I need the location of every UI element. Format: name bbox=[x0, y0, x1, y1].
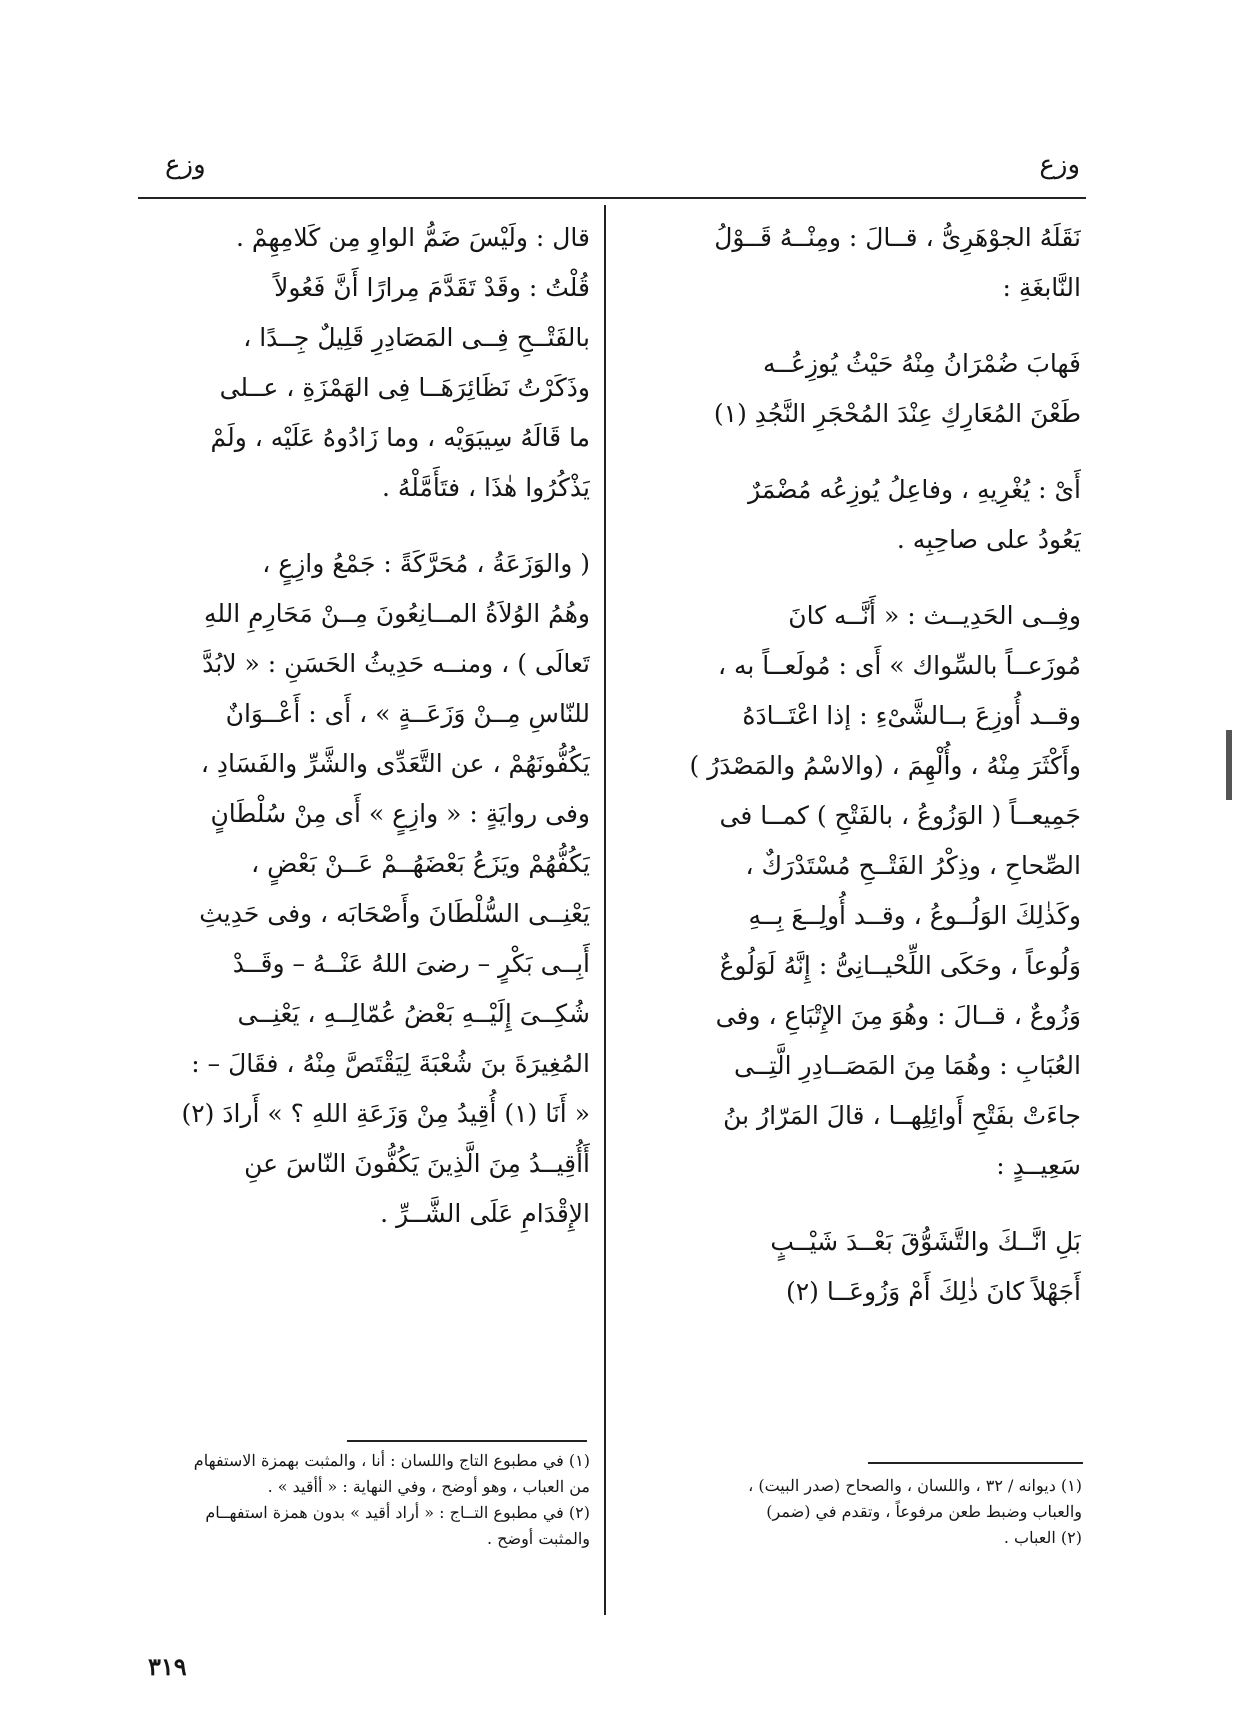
text-line: يَعُودُ على صاحِبِه . bbox=[896, 525, 1081, 554]
text-line: وَلُوعاً ، وحَكَى اللِّحْيــانِىُّ : إِنَّهُ لَوَلُوعٌ bbox=[719, 951, 1081, 980]
text-line: النَّابغَةِ : bbox=[1002, 273, 1081, 302]
text-line: وأَكْثَرَ مِنْهُ ، وأُلْهِمَ ، (والاسْمُ والمَصْدَرُ ) bbox=[689, 751, 1081, 780]
footnote-line: والمثبت أوضح . bbox=[486, 1529, 590, 1548]
text-line: وهُمُ الوُلاَةُ المــانِعُونَ مِــنْ مَحَارِمِ اللهِ bbox=[203, 599, 590, 628]
text-line: يَذْكُرُوا هٰذَا ، فتَأَمَّلْهُ . bbox=[381, 473, 590, 502]
text-line: أَبِــى بَكْرٍ – رضىَ اللهُ عَنْــهُ – وقَــدْ bbox=[232, 949, 590, 978]
column-divider bbox=[604, 205, 606, 1615]
paragraph-gap bbox=[626, 439, 1081, 465]
header-rule bbox=[138, 197, 1086, 199]
text-line: المُغِيرَةَ بنَ شُعْبَةَ لِيَقْتَصَّ مِنْهُ ، فقَالَ – : bbox=[191, 1049, 590, 1078]
footnote-line: (١) ديوانه / ٣٢ ، واللسان ، والصحاح (صدر البيت) ، bbox=[748, 1476, 1082, 1495]
text-line: أَىْ : يُغْرِيهِ ، وفاعِلُ يُوزِعُه مُضْمَرٌ bbox=[748, 475, 1081, 504]
text-line: أَجَهْلاً كانَ ذٰلِكَ أَمْ وَزُوعَــا (٢) bbox=[785, 1277, 1081, 1306]
text-line: طَعْنَ المُعَارِكِ عِنْدَ المُحْجَرِ النَّجُدِ (١) bbox=[713, 399, 1081, 428]
text-line: بالفَتْــحِ فِــى المَصَادِرِ قَلِيلٌ جِــدًا ، bbox=[243, 323, 590, 352]
text-line: يَعْنِــى السُّلْطَانَ وأَصْحَابَه ، وفى حَدِيثِ bbox=[199, 899, 590, 928]
text-line: للنّاسِ مِــنْ وَزَعَــةٍ » ، أَى : أَعْــوَانٌ bbox=[225, 699, 590, 728]
paragraph-gap bbox=[626, 1191, 1081, 1217]
text-line: الصِّحاحِ ، وذِكْرُ الفَتْــحِ مُسْتَدْرَكٌ ، bbox=[745, 851, 1081, 880]
paragraph-gap bbox=[140, 513, 590, 539]
text-line: وذَكَرْتُ نَظَائِرَهَــا فِى الهَمْزَةِ ، عــلى bbox=[219, 373, 590, 402]
text-line: مُوزَعــاً بالسِّواك » أَى : مُولَعــاً به ، bbox=[717, 651, 1081, 680]
text-line: جاءَتْ بفَتْحِ أَوائِلِهــا ، قالَ المَرّارُ بنُ bbox=[723, 1101, 1081, 1130]
text-line: ما قَالَهُ سِيبَوَيْه ، وما زَادُوهُ عَلَيْه ، ولَمْ bbox=[210, 423, 590, 452]
page-number: ٣١٩ bbox=[148, 1652, 187, 1681]
text-line: قُلْتُ : وقَدْ تَقَدَّمَ مِرارًا أَنَّ فَعُولاً bbox=[274, 273, 590, 302]
text-line: وقــد أُوزِعَ بــالشَّىْءِ : إذا اعْتَــادَهُ bbox=[742, 701, 1081, 730]
right-text-column bbox=[626, 213, 1081, 1317]
text-line: تَعالَى ) ، ومنــه حَدِيثُ الحَسَنِ : « لابُدَّ bbox=[202, 649, 590, 678]
left-footnote-rule bbox=[347, 1440, 587, 1442]
footnote-line: (١) في مطبوع التاج واللسان : أنا ، والمثبت بهمزة الاستفهام bbox=[193, 1451, 590, 1470]
left-footnotes bbox=[140, 1448, 590, 1552]
text-line: نَقَلَهُ الجوْهَرِىُّ ، قــالَ : ومِنْــهُ قَــوْلُ bbox=[714, 223, 1081, 252]
left-text-column bbox=[140, 213, 590, 1239]
text-line: وَزُوعٌ ، قــالَ : وهُوَ مِنَ الإِتْبَاعِ ، وفى bbox=[715, 1001, 1081, 1030]
text-line: وفِــى الحَدِيــث : « أَنَّــه كانَ bbox=[788, 601, 1081, 630]
footnote-line: والعباب وضبط طعن مرفوعاً ، وتقدم في (ضمر) bbox=[766, 1502, 1082, 1521]
text-line: يَكُفُّهُمْ ويَزَعُ بَعْضَهُــمْ عَــنْ بَعْضٍ ، bbox=[251, 849, 590, 878]
text-line: قال : ولَيْسَ ضَمُّ الواوِ مِن كَلامِهِمْ . bbox=[236, 223, 590, 252]
text-line: ( والوَزَعَةُ ، مُحَرَّكَةً : جَمْعُ وازِعٍ ، bbox=[262, 549, 590, 578]
footnote-line: (٢) العباب . bbox=[1003, 1528, 1082, 1547]
text-line: بَلِ انَّــكَ والتَّشَوُّقَ بَعْــدَ شَيْــبٍ bbox=[770, 1227, 1081, 1256]
footnote-line: (٢) في مطبوع التــاج : « أراد أقيد » بدون همزة استفهــام bbox=[205, 1503, 590, 1522]
text-line: العُبَابِ : وهُمَا مِنَ المَصَــادِرِ الَّتِــى bbox=[734, 1051, 1081, 1080]
right-footnotes bbox=[640, 1473, 1082, 1551]
running-head-right: وزع bbox=[1039, 150, 1080, 180]
footnote-line: من العباب ، وهو أوضح ، وفي النهاية : « أأقيد » . bbox=[267, 1477, 590, 1496]
text-line: وكَذٰلِكَ الوَلُــوعُ ، وقــد أُولِــعَ بِــهِ bbox=[748, 901, 1081, 930]
text-line: « أَنَا (١) أُقِيدُ مِنْ وَزَعَةِ اللهِ ؟ » أَرادَ (٢) bbox=[181, 1099, 590, 1128]
edge-scan-mark bbox=[1226, 730, 1232, 800]
right-footnote-rule bbox=[868, 1462, 1083, 1464]
text-line: الإِقْدَامِ عَلَى الشَّــرِّ . bbox=[380, 1199, 590, 1228]
running-head-left: وزع bbox=[165, 150, 206, 180]
paragraph-gap bbox=[626, 565, 1081, 591]
text-line: أَأُقِيــدُ مِنَ الَّذِينَ يَكُفُّونَ النّاسَ عنِ bbox=[244, 1149, 590, 1178]
text-line: وفى روايَةٍ : « وازِعٍ » أَى مِنْ سُلْطَانٍ bbox=[210, 799, 590, 828]
paragraph-gap bbox=[626, 313, 1081, 339]
text-line: سَعِيــدٍ : bbox=[996, 1151, 1081, 1180]
text-line: شُكِــىَ إِلَيْــهِ بَعْضُ عُمّالِــهِ ، يَعْنِــى bbox=[237, 999, 590, 1028]
text-line: فَهابَ ضُمْرَانُ مِنْهُ حَيْثُ يُوزِعُــه bbox=[763, 349, 1081, 378]
text-line: جَمِيعــاً ( الوَزُوعُ ، بالفَتْحِ ) كمــا فى bbox=[719, 801, 1081, 830]
text-line: يَكُفُّونَهُمْ ، عن التَّعَدِّى والشَّرِّ والفَسَادِ ، bbox=[200, 749, 590, 778]
